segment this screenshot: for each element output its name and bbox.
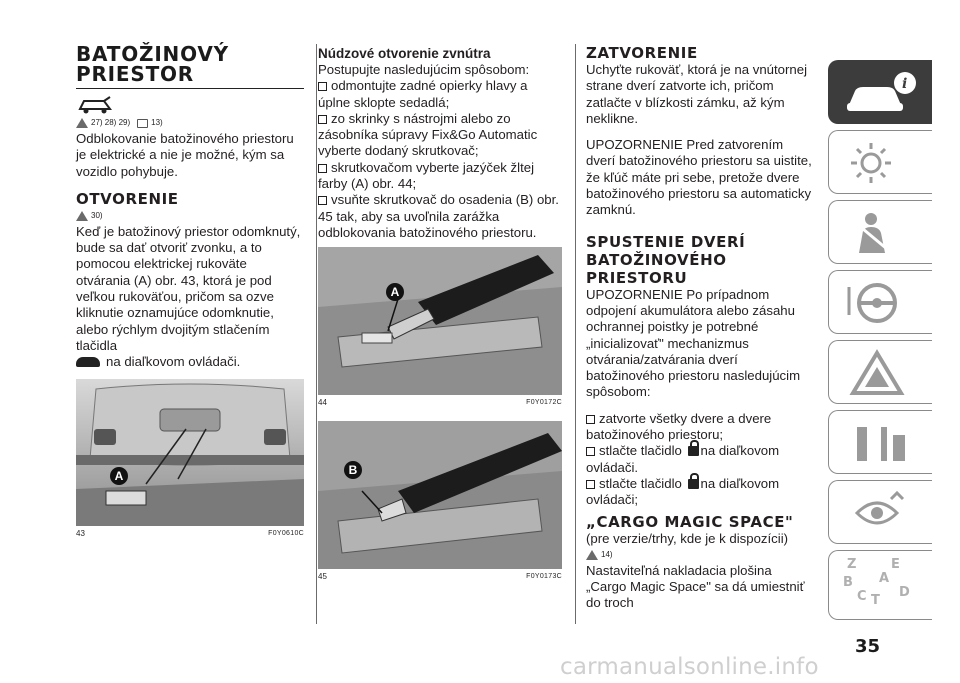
bullet-box [586, 415, 595, 424]
cargo-text: Nastaviteľná nakladacia plošina „Cargo Magic Space" sa dá umiestniť do troch [586, 562, 805, 611]
tab-vehicle-info[interactable] [828, 60, 932, 124]
tab-emergency[interactable] [828, 340, 932, 404]
seatbelt-icon [841, 209, 921, 257]
multimedia-icon [841, 489, 921, 537]
car-info-icon [841, 69, 921, 117]
tab-safety[interactable] [828, 200, 932, 264]
bullet-box [318, 82, 327, 91]
column-trunk [76, 44, 304, 540]
emergency-intro: Postupujte nasledujúcim spôsobom: [318, 62, 530, 77]
book-note-icon [137, 119, 148, 128]
wrench-icon [841, 419, 921, 467]
chapter-tabs [828, 60, 932, 626]
note-references-2: 30) [76, 210, 304, 222]
section-title-line1: BATOŽINOVÝ [76, 42, 229, 66]
tab-maintenance[interactable] [828, 410, 932, 474]
cargo-heading: „CARGO MAGIC SPACE" [586, 512, 794, 531]
init-heading-line2: BATOŽINOVÉHO [586, 250, 727, 269]
page-number: 35 [855, 636, 881, 657]
note-references-3: 14) [586, 549, 814, 561]
bullet-box [318, 115, 327, 124]
emergency-heading: Núdzové otvorenie zvnútra [318, 46, 491, 61]
init-step: stlačte tlačidlo na diaľkovom ovládači. [586, 443, 780, 475]
section-title-line2: PRIESTOR [76, 62, 195, 86]
lock-icon [688, 446, 699, 456]
index-letters: Z E B A C T D [843, 557, 910, 608]
figure-44-caption: 44 F0Y0172C [318, 398, 562, 408]
lock-icon [688, 479, 699, 489]
close-warning: UPOZORNENIE Pred zatvorením dverí batožinového priestoru sa uistite, že kľúč máte pri sebe, pretože dvere batožinového priestoru sa automaticky zamknú. [586, 137, 812, 218]
tab-index[interactable] [828, 550, 932, 620]
figure-43 [76, 379, 304, 526]
init-text: UPOZORNENIE Po prípadnom odpojení akumulátora alebo zásahu ochrannej poistky je potrebné „inicializovať" mechanizmus otvárania/zatvárania dverí batožinového priestoru nasledujúcim spôsobom: [586, 286, 801, 400]
emergency-step: skrutkovačom vyberte jazýček žltej farby (A) obr. 44; [318, 159, 535, 192]
emergency-step: odmontujte zadné opierky hlavy a úplne sklopte sedadlá; [318, 78, 528, 110]
callout-a: A [110, 467, 128, 485]
cargo-subtitle: (pre verzie/trhy, kde je k dispozícii) [586, 530, 789, 546]
svg-text:i: i [902, 76, 908, 92]
close-text: Uchyťte rukoväť, ktorá je na vnútornej strane dverí zatvorte ich, pričom zatlačte v blízkosti zámku, až kým neklikne. [586, 62, 808, 126]
init-step: zatvorte všetky dvere a dvere batožinového priestoru; [586, 410, 772, 443]
init-heading-line3: PRIESTORU [586, 268, 688, 287]
column-divider-2 [575, 44, 576, 624]
warning-triangle-icon [76, 118, 88, 128]
callout-b: B [344, 461, 362, 479]
tab-driving[interactable] [828, 270, 932, 334]
init-heading-line1: SPUSTENIE DVERÍ [586, 232, 746, 251]
warning-triangle-icon [841, 349, 921, 397]
column-closing [586, 44, 814, 612]
column-divider-1 [316, 44, 317, 624]
watermark: carmanualsonline.info [560, 654, 819, 680]
callout-a: A [386, 283, 404, 301]
figure-43-caption: 43 F0Y0610C [76, 528, 304, 538]
open-text: Keď je batožinový priestor odomknutý, bude sa dať otvoriť zvonku, a to pomocou elektrickej rukoväte otvárania (A) obr. 43, ktorá je pod veľkou rukoväťou, pričom sa ozve kliknutie oznamujúce odomknutie, alebo rýchlym dvojitým stlačením tlačidla na diaľkovom ovládači. [76, 223, 301, 370]
tab-dashboard[interactable] [828, 130, 932, 194]
figure-44 [318, 247, 562, 395]
open-heading: OTVORENIE [76, 189, 179, 208]
tab-multimedia[interactable] [828, 480, 932, 544]
emergency-step: zo skrinky s nástrojmi alebo zo zásobníka súpravy Fix&Go Automatic vyberte dodaný skrutkovač; [318, 110, 538, 159]
bullet-box [318, 164, 327, 173]
title-rule [76, 88, 304, 89]
note-references-1: 27) 28) 29) 13) [76, 117, 304, 129]
bullet-box [586, 447, 595, 456]
warning-triangle-icon [586, 550, 598, 560]
figure-45-caption: 45 F0Y0173C [318, 572, 562, 582]
emergency-step: vsuňte skrutkovač do osadenia (B) obr. 45 tak, aby sa uvoľnila zarážka odblokovania batožinového priestoru. [318, 192, 559, 240]
close-heading: ZATVORENIE [586, 44, 698, 62]
steering-wheel-icon [841, 279, 921, 327]
trunk-symbol-icon [76, 95, 116, 115]
bullet-box [586, 480, 595, 489]
figure-45 [318, 421, 562, 569]
remote-car-icon [76, 357, 100, 367]
init-step: stlačte tlačidlo na diaľkovom ovládači; [586, 475, 780, 508]
column-emergency-open [318, 44, 562, 583]
light-sun-icon [841, 139, 921, 187]
bullet-box [318, 196, 327, 205]
trunk-intro-text: Odblokovanie batožinového priestoru je elektrické a nie je možné, kým sa vozidlo pohybuje. [76, 131, 294, 179]
warning-triangle-icon [76, 211, 88, 221]
